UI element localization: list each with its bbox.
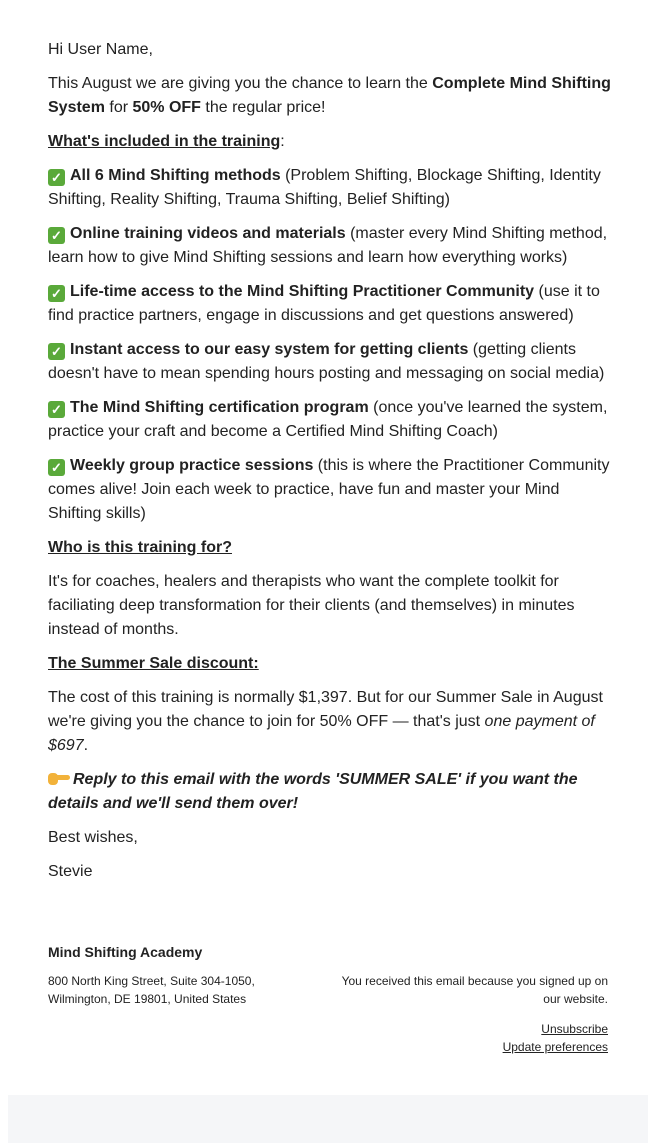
footer-notice: You received this email because you signed up on our website. (341, 974, 608, 1006)
discount-text: The cost of this training is normally $1,397. But for our Summer Sale in August we're giving you the chance to join for 50% OFF — that's just (48, 689, 603, 730)
included-item (48, 454, 613, 526)
email-content (48, 38, 613, 894)
included-item-title: Online training videos and materials (70, 225, 346, 242)
included-item-desc: (use it to find practice partners, engage in discussions and get questions answered) (48, 283, 600, 324)
discount-end: . (83, 737, 89, 754)
who-heading: Who is this training for? (48, 539, 232, 556)
footer-row (48, 972, 608, 1008)
discount-paragraph (48, 686, 613, 758)
footer-band (8, 1095, 648, 1143)
footer-address-line: Wilmington, DE 19801, United States (48, 992, 247, 1006)
included-item-title: Life-time access to the Mind Shifting Practitioner Community (70, 283, 535, 300)
included-item (48, 222, 613, 270)
unsubscribe-link[interactable]: Unsubscribe (541, 1022, 608, 1036)
who-text: It's for coaches, healers and therapists who want the complete toolkit for faciliating deep transformation for their clients (and themselves) in minutes instead of months. (48, 573, 575, 638)
update-preferences-link[interactable]: Update preferences (502, 1040, 608, 1054)
footer-links (48, 1020, 608, 1056)
included-item (48, 396, 613, 444)
cta-text: Reply to this email with the words 'SUMMER SALE' if you want the details and we'll send them over! (48, 771, 578, 812)
discount-heading-line (48, 652, 613, 676)
intro-text-3: the regular price! (200, 99, 326, 116)
included-item (48, 338, 613, 386)
discount-heading: The Summer Sale discount: (48, 655, 259, 672)
included-item (48, 164, 613, 212)
check-icon: ✓ (48, 401, 65, 418)
included-item-title: Weekly group practice sessions (70, 457, 314, 474)
cta-paragraph (48, 768, 613, 816)
footer-address (48, 972, 288, 1008)
intro-text-2: for (104, 99, 133, 116)
included-heading-line (48, 130, 613, 154)
check-icon: ✓ (48, 459, 65, 476)
footer-address-line: 800 North King Street, Suite 304-1050, (48, 974, 255, 988)
signoff: Best wishes, (48, 829, 138, 846)
check-icon: ✓ (48, 227, 65, 244)
check-icon: ✓ (48, 285, 65, 302)
check-icon: ✓ (48, 169, 65, 186)
intro-product-name: Complete Mind Shifting System (48, 75, 611, 116)
included-item-title: All 6 Mind Shifting methods (70, 167, 281, 184)
email-footer (48, 942, 608, 1056)
signature: Stevie (48, 863, 93, 880)
included-item (48, 280, 613, 328)
included-item-title: Instant access to our easy system for getting clients (70, 341, 469, 358)
included-item-desc: (once you've learned the system, practice your craft and become a Certified Mind Shifting Coach) (48, 399, 608, 440)
discount-price: one payment of $697 (48, 713, 595, 754)
check-icon: ✓ (48, 343, 65, 360)
included-item-desc: (getting clients doesn't have to mean spending hours posting and messaging on social media) (48, 341, 605, 382)
footer-org-name: Mind Shifting Academy (48, 944, 203, 960)
pointing-hand-icon (48, 771, 70, 785)
who-heading-line (48, 536, 613, 560)
intro-paragraph (48, 72, 613, 120)
intro-discount: 50% OFF (132, 99, 201, 116)
included-item-desc: (Problem Shifting, Blockage Shifting, Identity Shifting, Reality Shifting, Trauma Shifting, Belief Shifting) (48, 167, 601, 208)
included-heading-colon: : (280, 133, 285, 150)
included-item-desc: (master every Mind Shifting method, learn how to give Mind Shifting sessions and learn how everything works) (48, 225, 608, 266)
intro-text-1: This August we are giving you the chance to learn the (48, 75, 433, 92)
included-item-title: The Mind Shifting certification program (70, 399, 369, 416)
greeting: Hi User Name, (48, 41, 153, 58)
included-item-desc: (this is where the Practitioner Community comes alive! Join each week to practice, have fun and master your Mind Shifting skills) (48, 457, 610, 522)
included-heading: What's included in the training (48, 133, 281, 150)
